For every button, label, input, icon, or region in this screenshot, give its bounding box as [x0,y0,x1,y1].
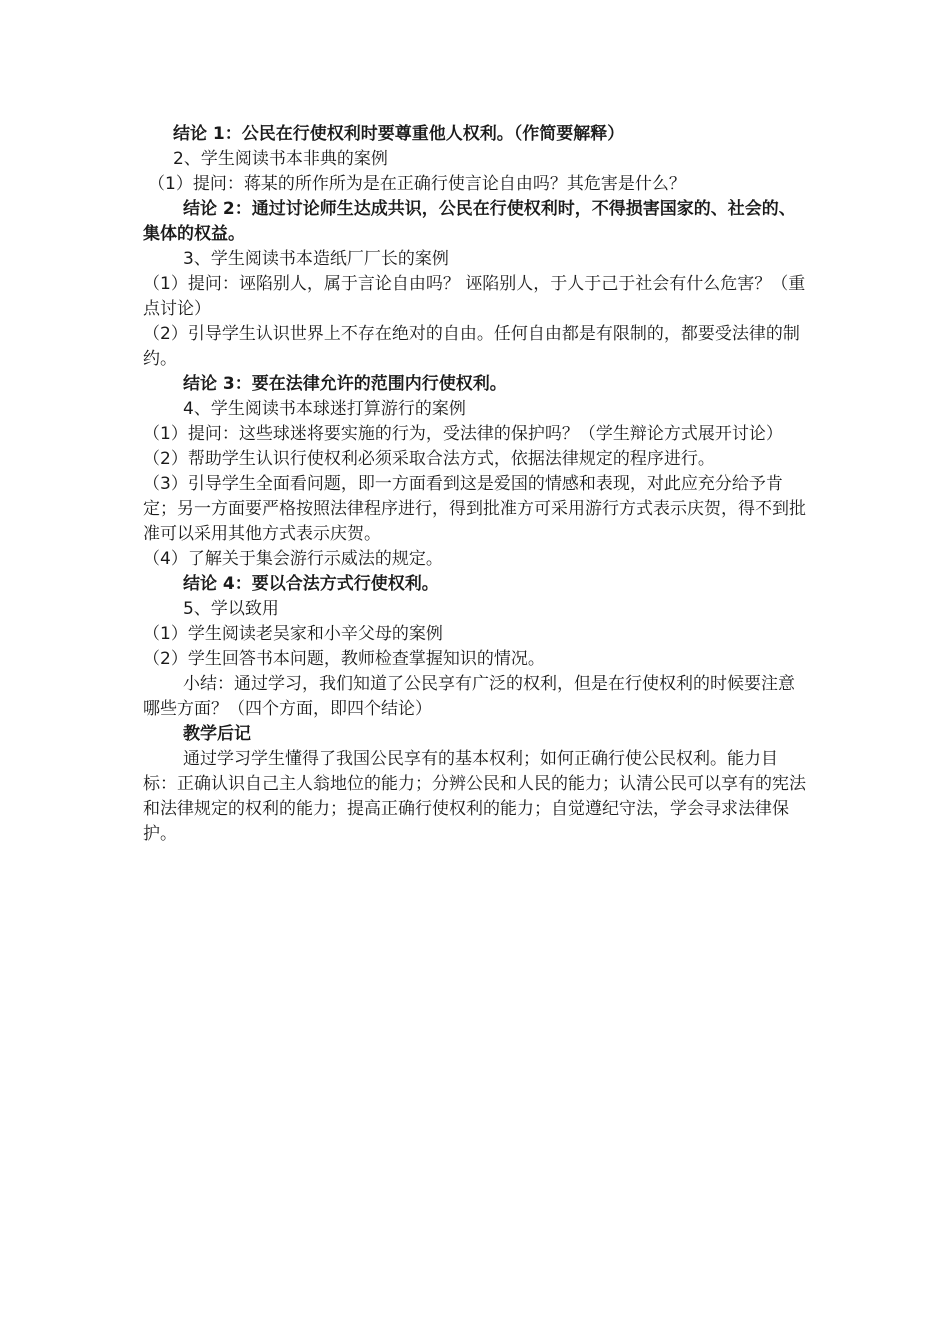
conclusion-2: 结论 2：通过讨论师生达成共识，公民在行使权利时，不得损害国家的、社会的、集体的权益。 [143,199,796,244]
section-3-heading: 3、学生阅读书本造纸厂厂长的案例 [183,249,449,269]
conclusion-1: 结论 1：公民在行使权利时要尊重他人权利。（作简要解释） [173,124,625,144]
section-5-item-1: （1）学生阅读老吴家和小辛父母的案例 [143,624,443,644]
summary-paragraph: 小结：通过学习，我们知道了公民享有广泛的权利，但是在行使权利的时候要注意哪些方面？（四个方面，即四个结论） [143,674,795,719]
section-4-question-3: （3）引导学生全面看问题，即一方面看到这是爱国的情感和表现，对此应充分给予肯定；另一方面要严格按照法律程序进行，得到批准方可采用游行方式表示庆贺，得不到批准可以采用其他方式表示庆贺。 [143,474,806,544]
section-5-item-2: （2）学生回答书本问题，教师检查掌握知识的情况。 [143,649,545,669]
section-2-question-1: （1）提问：蒋某的所作所为是在正确行使言论自由吗？其危害是什么？ [148,174,686,194]
section-4-question-1: （1）提问：这些球迷将要实施的行为，受法律的保护吗？（学生辩论方式展开讨论） [143,424,783,444]
section-5-heading: 5、学以致用 [183,599,279,619]
section-3-question-1: （1）提问：诬陷别人，属于言论自由吗？ 诬陷别人，于人于己于社会有什么危害？（重点讨论） [143,274,806,319]
section-2-heading: 2、学生阅读书本非典的案例 [173,149,388,169]
section-4-question-2: （2）帮助学生认识行使权利必须采取合法方式，依据法律规定的程序进行。 [143,449,715,469]
conclusion-3: 结论 3：要在法律允许的范围内行使权利。 [183,374,507,394]
teaching-notes-body: 通过学习学生懂得了我国公民享有的基本权利；如何正确行使公民权利。能力目标：正确认识自己主人翁地位的能力；分辨公民和人民的能力；认清公民可以享有的宪法和法律规定的权利的能力；提高正确行使权利的能力；自觉遵纪守法，学会寻求法律保护。 [143,749,806,844]
section-4-question-4: （4）了解关于集会游行示威法的规定。 [143,549,443,569]
section-3-question-2: （2）引导学生认识世界上不存在绝对的自由。任何自由都是有限制的，都要受法律的制约。 [143,324,800,369]
conclusion-4: 结论 4：要以合法方式行使权利。 [183,574,439,594]
document-page [143,122,811,847]
teaching-notes-heading: 教学后记 [183,724,251,744]
section-4-heading: 4、学生阅读书本球迷打算游行的案例 [183,399,466,419]
